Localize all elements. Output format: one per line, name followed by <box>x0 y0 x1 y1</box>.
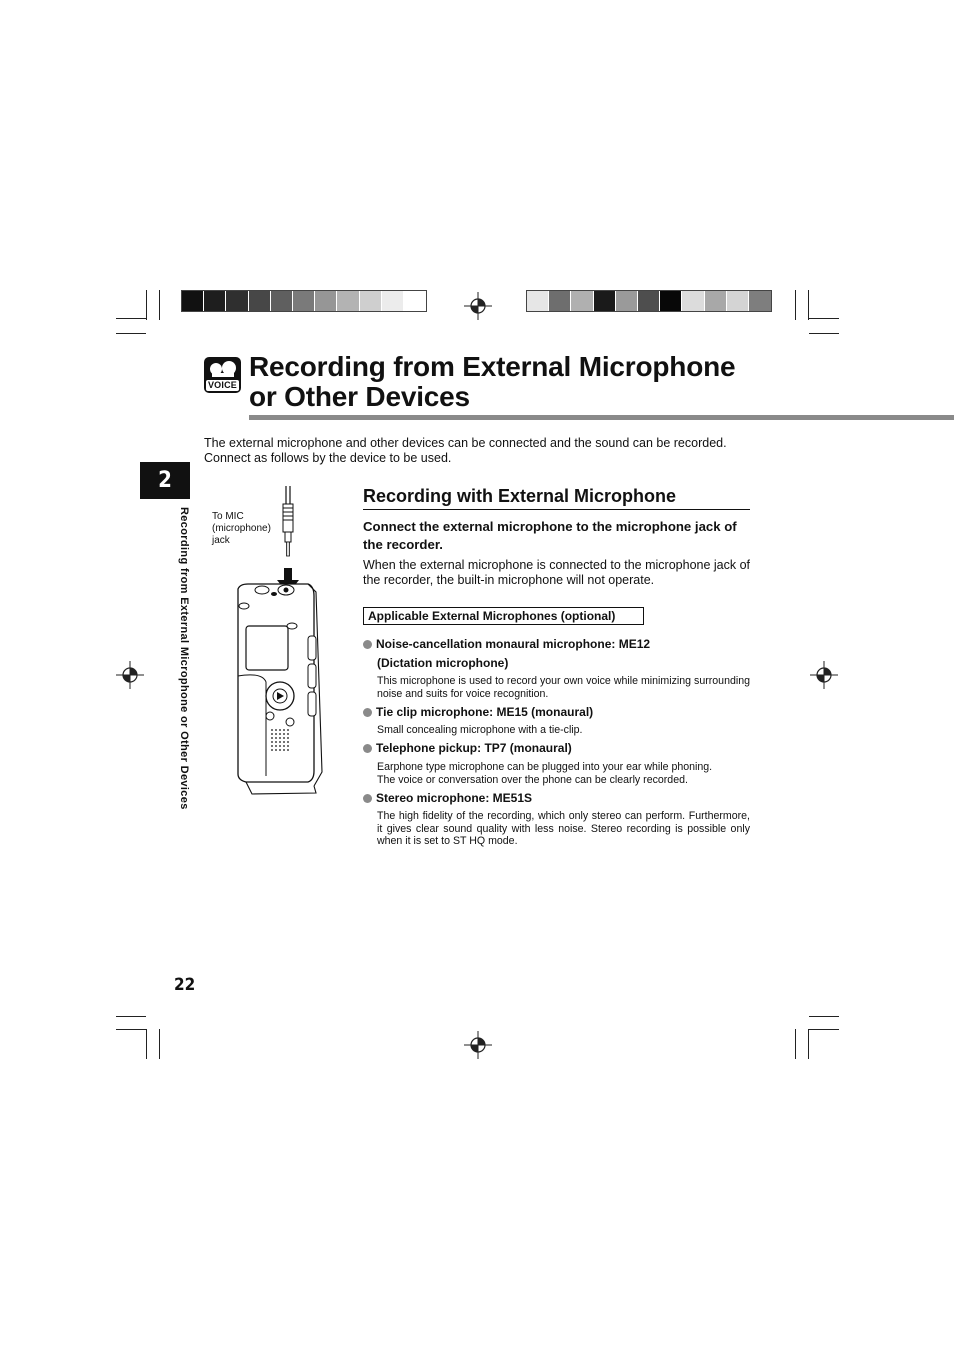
color-swatch <box>182 291 204 311</box>
color-swatch <box>293 291 315 311</box>
mic-item-description <box>377 761 750 786</box>
color-swatch <box>682 291 704 311</box>
color-swatch <box>360 291 382 311</box>
section-heading: Recording with External Microphone <box>363 486 750 510</box>
color-swatch <box>204 291 226 311</box>
page-title <box>249 352 849 412</box>
mic-item-name <box>363 740 753 756</box>
figure-caption-line1: To MIC <box>212 511 244 522</box>
mic-item-name-text: Stereo microphone: ME51S <box>376 791 533 805</box>
mic-item-description-line2: The voice or conversation over the phone can be clearly recorded. <box>377 773 688 786</box>
registration-mark-right <box>810 661 838 689</box>
registration-mark-left <box>116 661 144 689</box>
page-title-line2: or Other Devices <box>249 381 470 412</box>
recorder-illustration <box>226 486 326 801</box>
mic-item-description: This microphone is used to record your own voice while minimizing surrounding noise and suits for voice recognition. <box>377 675 750 700</box>
color-swatch <box>638 291 660 311</box>
voice-icon <box>204 357 241 393</box>
mic-item-name-text: Tie clip microphone: ME15 (monaural) <box>376 705 594 719</box>
side-label-text: Recording from External Microphone or Other Devices <box>178 507 190 810</box>
color-swatch <box>616 291 638 311</box>
side-label <box>176 507 192 810</box>
color-swatch <box>315 291 337 311</box>
mic-item-description: Small concealing microphone with a tie-clip. <box>377 724 583 736</box>
color-swatch <box>337 291 359 311</box>
bullet-icon <box>363 640 372 649</box>
mic-item-subtitle: (Dictation microphone) <box>377 656 509 670</box>
figure-caption-line3: jack <box>212 535 230 546</box>
page-number: 22 <box>174 975 196 995</box>
bullet-icon <box>363 794 372 803</box>
mic-item-name-text: Noise-cancellation monaural microphone: ME12 <box>376 637 651 651</box>
figure-caption-line2: (microphone) <box>212 523 271 534</box>
section-note: When the external microphone is connected to the microphone jack of the recorder, the built-in microphone will not operate. <box>363 558 751 587</box>
color-swatch <box>404 291 426 311</box>
section-instruction: Connect the external microphone to the microphone jack of the recorder. <box>363 519 737 552</box>
chapter-tab: 2 <box>140 462 190 499</box>
page-title-line1: Recording from External Microphone <box>249 351 736 382</box>
intro-text <box>204 436 764 465</box>
intro-line2: Connect as follows by the device to be used. <box>204 450 452 465</box>
title-underline <box>249 415 954 420</box>
bullet-icon <box>363 708 372 717</box>
color-swatch <box>549 291 571 311</box>
mic-item-description: The high fidelity of the recording, which only stereo can perform. Furthermore, it gives clear sound quality with less noise. Stereo recording is possible only when it is set to ST HQ mode. <box>377 810 750 847</box>
voice-icon-label: VOICE <box>207 380 237 390</box>
color-bar-right <box>526 290 772 312</box>
mic-item-name-text: Telephone pickup: TP7 (monaural) <box>376 741 572 755</box>
color-swatch <box>727 291 749 311</box>
mic-item-description-line1: Earphone type microphone can be plugged into your ear while phoning. <box>377 761 713 773</box>
applicable-mics-box: Applicable External Microphones (optional) <box>363 607 644 625</box>
color-swatch <box>660 291 682 311</box>
color-swatch <box>271 291 293 311</box>
registration-mark-bottom <box>464 1031 492 1059</box>
color-swatch <box>749 291 771 311</box>
color-swatch <box>226 291 248 311</box>
bullet-icon <box>363 744 372 753</box>
color-swatch <box>594 291 616 311</box>
color-swatch <box>382 291 404 311</box>
color-swatch <box>249 291 271 311</box>
color-bar-left <box>181 290 427 312</box>
registration-mark-top <box>464 292 492 320</box>
color-swatch <box>705 291 727 311</box>
color-swatch <box>571 291 593 311</box>
mic-item-name <box>363 790 753 806</box>
color-swatch <box>527 291 549 311</box>
mic-item-name <box>363 704 753 720</box>
mic-item-name <box>363 636 753 652</box>
intro-line1: The external microphone and other devices can be connected and the sound can be recorded. <box>204 436 727 450</box>
